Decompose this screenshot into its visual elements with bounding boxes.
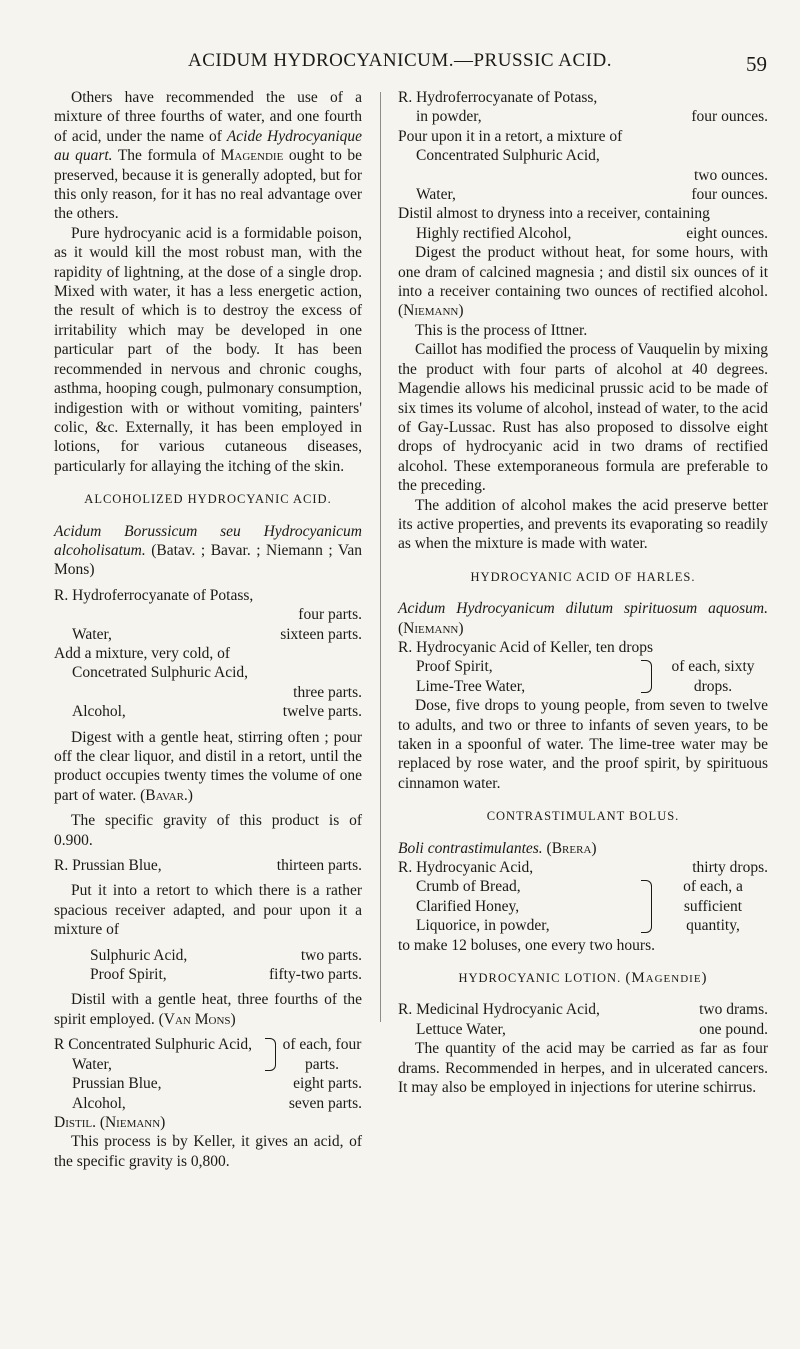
paragraph: The quantity of the acid may be carried as far as four drams. Recommended in herpes, and in ulcerated cancers. It may also be employed in injections for uterine schirrus. [398, 1040, 768, 1097]
section-heading: ALCOHOLIZED HYDROCYANIC ACID. [84, 492, 332, 507]
paragraph: Dose, five drops to young people, from seven to twelve to adults, and two or three to infants of seven years, to be taken in a spoonful of water. The lime-tree water may be replaced by rose water, and the proof spirit, by spirituous cinnamon water. [398, 697, 768, 792]
brace [641, 660, 652, 693]
right-column: R. Hydroferrocyanate of Potass, in powder, four ounces. Pour upon it in a retort, a mixture of Concentrated Sulphuric Acid, two ounces. Water, four ounces. Distil almost to dryness into a receiver, containing Highly rectified Alcohol, eight ounces. Digest the product without heat, for some hours, with one dram of calcined magnesia ; and distil six ounces of it into a receiver containing two ounces of rectified alcohol. (Niemann) This is the process of Ittner. Caillot has modified the process of Vauquelin by mixing the product with four parts of alcohol at 40 degrees. Magendie allows his medicinal prussic acid to be made of six times its volume of alcohol, instead of water, to the acid of Gay-Lussac. Rust has also proposed to dissolve eight drops of hydrocyanic acid in two drams of rectified alcohol. These extemporaneous formula are preferable to the preceding. The addition of alcohol makes the acid preserve better its active properties, and prevents its evaporating so readily as when the mixture is made with water. HYDROCYANIC ACID OF HARLES. Acidum Hydrocyanicum dilutum spirituosum aquosum. (Niemann) R. Hydrocyanic Acid of Keller, ten drops Proof Spirit, Lime-Tree Water, of each, sixty drops. Dose, five drops to young people, from seven to twelve to adults, and two or three to infants of seven years, to be taken in a spoonful of water. The lime-tree water may be replaced by rose water, and the proof spirit, by spirituous cinnamon water. CONTRASTIMULANT BOLUS. Boli contrastimulantes. (Brera) R. Hydrocyanic Acid, thirty drops. Crumb of Bread, Clarified Honey, Liquorice, in powder, of each, a sufficient quantity, to make 12 boluses, one every two hours. HYDROCYANIC LOTION. (Magendie) R. Medicinal Hydrocyanic Acid, two drams. Lettuce Water, one pound. The quantity of the acid may be carried as far as four drams. Recommended in herpes, and in ulcerated cancers. It may also be employed in injections for uterine schirrus. [398, 89, 768, 1097]
formula-title: Acidum Hydrocyanicum dilutum spirituosum aquosum. (Niemann) [398, 600, 768, 637]
paragraph: Pure hydrocyanic acid is a formidable poison, as it would kill the most robust man, with the rapidity of lightning, at the dose of a single drop. Mixed with water, it has a less energetic action, the result of which is to destroy the excess of irritability which may be developed in one particular part of the body. It has been recommended in nervous and chronic coughs, asthma, hooping cough, pulmonary consumption, indigestion with or without vomiting, painters' colic, &c. Externally, it has been employed in lotions, for various cutaneous diseases, particularly for allaying the itching of the skin. [54, 224, 362, 475]
paragraph: Put it into a retort to which there is a rather spacious receiver adapted, and pour upon it a mixture of [54, 882, 362, 939]
formula-title: Boli contrastimulantes. (Brera) [398, 839, 597, 857]
paragraph: The specific gravity of this product is of 0.900. [54, 812, 362, 849]
paragraph: Caillot has modified the process of Vauquelin by mixing the product with four parts of alcohol at 40 degrees. Magendie allows his medicinal prussic acid to be made of six times its volume of alcohol, instead of water, to the acid of Gay-Lussac. Rust has also proposed to dissolve eight drops of hydrocyanic acid in two drams of rectified alcohol. These extemporaneous formula are preferable to the preceding. [398, 341, 768, 495]
braced-recipe: R Concentrated Sulphuric Acid, Water, of each, four parts. [54, 1036, 362, 1073]
paragraph: Distil almost to dryness into a receiver, containing [398, 205, 710, 223]
column-divider [380, 92, 381, 1022]
braced-recipe: Proof Spirit, Lime-Tree Water, of each, sixty drops. [416, 658, 755, 695]
paragraph: Distil with a gentle heat, three fourths of the spirit employed. (Van Mons) [54, 991, 362, 1028]
paragraph: Digest the product without heat, for some hours, with one dram of calcined magnesia ; and distil six ounces of it into a receiver containing two ounces of rectified alcohol. (Niemann) [398, 244, 768, 320]
formula-title: Acidum Borussicum seu Hydrocyanicum alcoholisatum. (Batav. ; Bavar. ; Niemann ; Van Mons) [54, 522, 362, 579]
running-header: ACIDUM HYDROCYANICUM.—PRUSSIC ACID. [188, 50, 612, 71]
paragraph: Others have recommended the use of a mixture of three fourths of water, and one fourth of acid, under the name of Acide Hydrocyanique au quart. The formula of Magendie ought to be preserved, because it is generally adopted, but for this only reason, for it has no real advantage over the others. [54, 89, 363, 223]
section-heading: HYDROCYANIC ACID OF HARLES. [470, 569, 696, 584]
page-number: 59 [746, 52, 767, 76]
brace [265, 1038, 276, 1071]
section-heading: CONTRASTIMULANT BOLUS. [486, 809, 680, 824]
paragraph: Digest with a gentle heat, stirring often ; pour off the clear liquor, and distil in a retort, until the product occupies twenty times the volume of one part of water. (Bavar.) [54, 728, 362, 804]
recipe: R. Hydroferrocyanate of Potass, four parts. Water, sixteen parts. Add a mixture, very cold, of Concetrated Sulphuric Acid, three parts. Alcohol, twelve parts. [54, 586, 362, 721]
paragraph: This is the process of Ittner. [415, 321, 588, 339]
recipe-line: R. Prussian Blue, thirteen parts. [54, 857, 362, 875]
brace [641, 880, 652, 932]
paragraph: The addition of alcohol makes the acid preserve better its active properties, and prevents its evaporating so readily as when the mixture is made with water. [398, 496, 768, 553]
braced-recipe: Crumb of Bread, Clarified Honey, Liquorice, in powder, of each, a sufficient quantity, [416, 878, 743, 935]
section-heading: HYDROCYANIC LOTION. (Magendie) [458, 970, 708, 987]
left-column: Others have recommended the use of a mixture of three fourths of water, and one fourth of acid, under the name of Acide Hydrocyanique au quart. The formula of Magendie ought to be preserved, because it is generally adopted, but for this only reason, for it has no real advantage over the others. Pure hydrocyanic acid is a formidable poison, as it would kill the most robust man, with the rapidity of lightning, at the dose of a single drop. Mixed with water, it has a less energetic action, the result of which is to destroy the excess of irritability which may be developed in one particular part of the body. It has been recommended in nervous and chronic coughs, asthma, hooping cough, pulmonary consumption, indigestion with or without vomiting, painters' colic, &c. Externally, it has been employed in lotions, for various cutaneous diseases, particularly for allaying the itching of the skin. ALCOHOLIZED HYDROCYANIC ACID. Acidum Borussicum seu Hydrocyanicum alcoholisatum. (Batav. ; Bavar. ; Niemann ; Van Mons) R. Hydroferrocyanate of Potass, four parts. Water, sixteen parts. Add a mixture, very cold, of Concetrated Sulphuric Acid, three parts. Alcohol, twelve parts. Digest with a gentle heat, stirring often ; pour off the clear liquor, and distil in a retort, until the product occupies twenty times the volume of one part of water. (Bavar.) The specific gravity of this product is of 0.900. R. Prussian Blue, thirteen parts. Put it into a retort to which there is a rather spacious receiver adapted, and pour upon it a mixture of Sulphuric Acid, two parts. Proof Spirit, fifty-two parts. Distil with a gentle heat, three fourths of the spirit employed. (Van Mons) R Concentrated Sulphuric Acid, Water, of each, four parts. Prussian Blue, eight parts. Alcohol, seven parts. Distil. (Niemann) This process is by Keller, it gives an acid, of the specific gravity is 0,800. [54, 89, 363, 1170]
paragraph: This process is by Keller, it gives an acid, of the specific gravity is 0,800. [54, 1133, 362, 1170]
